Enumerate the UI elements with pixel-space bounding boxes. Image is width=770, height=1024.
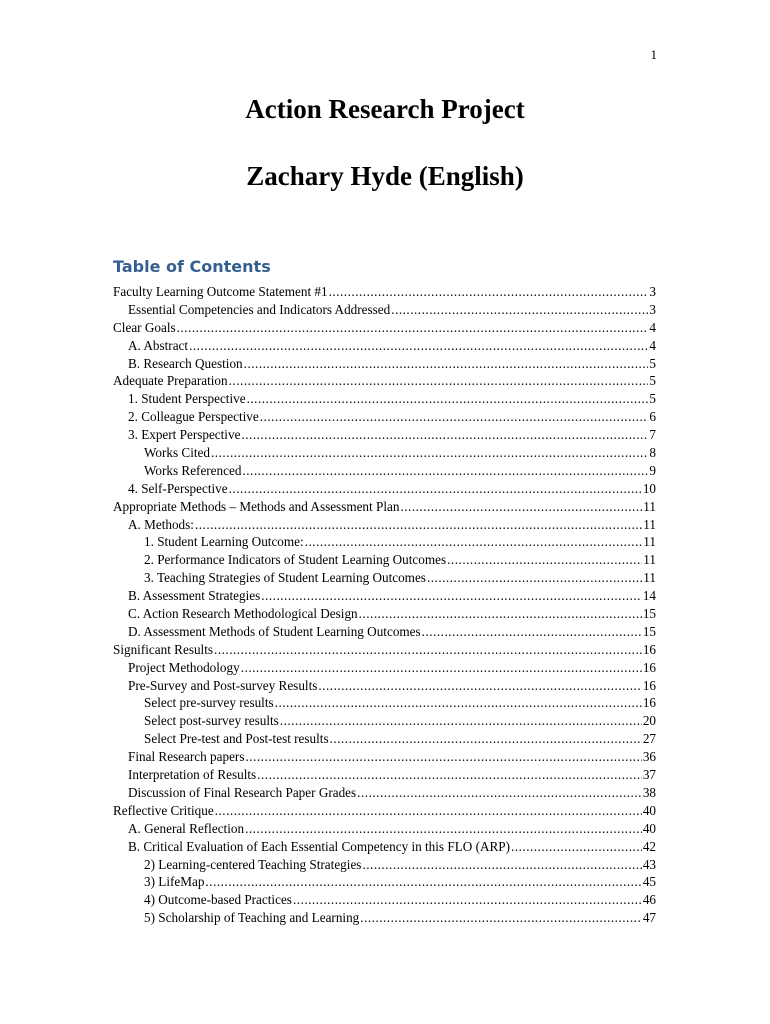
toc-entry-page: 11 xyxy=(643,552,656,568)
toc-entry-title: A. Abstract xyxy=(128,337,189,353)
toc-dot-leader xyxy=(257,766,642,784)
toc-entry[interactable] xyxy=(113,408,656,426)
toc-entry[interactable] xyxy=(113,444,656,462)
toc-entry-page: 38 xyxy=(642,784,656,800)
toc-entry-page: 14 xyxy=(642,588,656,604)
toc-entry-page: 42 xyxy=(642,838,656,854)
toc-entry[interactable] xyxy=(113,283,656,301)
toc-entry[interactable] xyxy=(113,480,656,498)
toc-entry-title: Select post-survey results xyxy=(144,713,279,729)
toc-dot-leader xyxy=(211,444,648,462)
toc-entry-page: 8 xyxy=(649,445,656,461)
toc-entry-title: Select pre-survey results xyxy=(144,695,274,711)
toc-entry[interactable] xyxy=(113,462,656,480)
toc-entry[interactable] xyxy=(113,802,656,820)
toc-dot-leader xyxy=(245,748,641,766)
toc-entry-page: 4 xyxy=(649,319,656,335)
toc-entry-page: 3 xyxy=(649,284,656,299)
toc-entry[interactable] xyxy=(113,820,656,838)
toc-dot-leader xyxy=(422,623,642,641)
toc-entry[interactable] xyxy=(113,856,656,874)
table-of-contents xyxy=(113,283,656,927)
toc-entry-title: 3. Teaching Strategies of Student Learning Outcomes xyxy=(144,570,426,586)
toc-dot-leader xyxy=(214,641,642,659)
toc-entry-page: 16 xyxy=(642,677,656,693)
toc-entry-page: 43 xyxy=(642,856,656,872)
author-line: Zachary Hyde (English) xyxy=(246,161,524,191)
toc-entry-title: Faculty Learning Outcome Statement #1 xyxy=(113,284,328,299)
toc-dot-leader xyxy=(245,820,642,838)
toc-dot-leader xyxy=(400,498,642,516)
toc-entry-title: Significant Results xyxy=(113,641,214,657)
toc-entry[interactable] xyxy=(113,605,656,623)
toc-entry-title: Clear Goals xyxy=(113,319,176,335)
toc-entry-title: Reflective Critique xyxy=(113,802,214,818)
toc-dot-leader xyxy=(244,355,649,373)
toc-entry-title: Discussion of Final Research Paper Grades xyxy=(128,784,357,800)
toc-entry-title: Final Research papers xyxy=(128,749,245,765)
toc-entry[interactable] xyxy=(113,587,656,605)
toc-entry[interactable] xyxy=(113,748,656,766)
toc-dot-leader xyxy=(241,659,642,677)
toc-entry[interactable] xyxy=(113,694,656,712)
toc-dot-leader xyxy=(241,426,648,444)
toc-entry[interactable] xyxy=(113,909,656,927)
toc-entry-title: Works Cited xyxy=(144,445,210,461)
toc-dot-leader xyxy=(260,408,649,426)
toc-entry-title: 2. Performance Indicators of Student Learning Outcomes xyxy=(144,552,447,568)
toc-dot-leader xyxy=(280,712,642,730)
toc-entry-page: 5 xyxy=(649,391,656,407)
toc-entry-page: 20 xyxy=(642,713,656,729)
toc-entry-title: 3) LifeMap xyxy=(144,874,205,890)
toc-dot-leader xyxy=(511,838,642,856)
toc-entry[interactable] xyxy=(113,784,656,802)
toc-entry[interactable] xyxy=(113,516,656,534)
toc-dot-leader xyxy=(362,856,641,874)
toc-dot-leader xyxy=(205,873,641,891)
toc-entry-title: B. Critical Evaluation of Each Essential Competency in this FLO (ARP) xyxy=(128,838,511,854)
toc-entry-page: 47 xyxy=(642,910,656,926)
toc-entry-title: Project Methodology xyxy=(128,659,240,675)
toc-entry[interactable] xyxy=(113,659,656,677)
toc-entry-title: 2) Learning-centered Teaching Strategies xyxy=(144,856,362,872)
toc-entry-page: 11 xyxy=(643,516,656,532)
toc-entry-page: 3 xyxy=(649,301,656,317)
toc-entry-page: 45 xyxy=(642,874,656,890)
toc-dot-leader xyxy=(391,301,648,319)
toc-entry[interactable] xyxy=(113,337,656,355)
toc-entry[interactable] xyxy=(113,533,656,551)
toc-entry-title: Essential Competencies and Indicators Addressed xyxy=(128,301,391,317)
toc-entry[interactable] xyxy=(113,873,656,891)
toc-entry[interactable] xyxy=(113,390,656,408)
toc-entry-title: A. Methods: xyxy=(128,516,194,532)
toc-dot-leader xyxy=(360,909,642,927)
toc-dot-leader xyxy=(189,337,648,355)
toc-entry-title: C. Action Research Methodological Design xyxy=(128,606,358,622)
toc-entry[interactable] xyxy=(113,712,656,730)
toc-dot-leader xyxy=(229,372,649,390)
toc-entry[interactable] xyxy=(113,498,656,516)
toc-entry-title: Adequate Preparation xyxy=(113,373,228,389)
toc-entry-title: 5) Scholarship of Teaching and Learning xyxy=(144,910,360,926)
toc-entry-title: A. General Reflection xyxy=(128,820,245,836)
toc-dot-leader xyxy=(305,533,643,551)
document-title: Action Research Project xyxy=(245,94,525,124)
toc-entry-title: 4) Outcome-based Practices xyxy=(144,892,292,908)
toc-entry-title: B. Assessment Strategies xyxy=(128,588,261,604)
toc-entry-title: B. Research Question xyxy=(128,355,243,371)
toc-dot-leader xyxy=(261,587,642,605)
toc-entry[interactable] xyxy=(113,891,656,909)
toc-entry-page: 37 xyxy=(642,767,656,783)
toc-dot-leader xyxy=(247,390,649,408)
toc-entry-page: 40 xyxy=(642,820,656,836)
toc-entry-title: Appropriate Methods – Methods and Assessment Plan xyxy=(113,498,400,514)
toc-entry-page: 16 xyxy=(642,695,656,711)
toc-entry-title: Works Referenced xyxy=(144,462,242,478)
toc-entry-page: 15 xyxy=(642,623,656,639)
toc-entry-title: 4. Self-Perspective xyxy=(128,480,228,496)
toc-dot-leader xyxy=(229,480,642,498)
toc-dot-leader xyxy=(215,802,642,820)
toc-entry-page: 46 xyxy=(642,892,656,908)
toc-entry[interactable] xyxy=(113,766,656,784)
toc-entry-page: 7 xyxy=(649,427,656,443)
toc-entry-title: Pre-Survey and Post-survey Results xyxy=(128,677,318,693)
toc-entry-page: 9 xyxy=(649,462,656,478)
toc-entry-page: 6 xyxy=(649,409,656,425)
toc-dot-leader xyxy=(427,569,642,587)
page-number: 1 xyxy=(650,47,657,62)
toc-entry-page: 36 xyxy=(642,749,656,765)
toc-dot-leader xyxy=(275,694,642,712)
toc-entry[interactable] xyxy=(113,355,656,373)
toc-dot-leader xyxy=(329,283,649,301)
toc-entry[interactable] xyxy=(113,301,656,319)
toc-entry[interactable] xyxy=(113,372,656,390)
toc-dot-leader xyxy=(195,516,642,534)
toc-entry-title: 2. Colleague Perspective xyxy=(128,409,259,425)
toc-entry-page: 16 xyxy=(642,659,656,675)
toc-entry-title: D. Assessment Methods of Student Learning Outcomes xyxy=(128,623,421,639)
toc-entry-page: 11 xyxy=(643,570,656,586)
toc-dot-leader xyxy=(318,677,641,695)
toc-heading: Table of Contents xyxy=(113,257,271,276)
toc-dot-leader xyxy=(357,784,642,802)
toc-entry-title: Interpretation of Results xyxy=(128,767,257,783)
toc-entry[interactable] xyxy=(113,730,656,748)
toc-entry[interactable] xyxy=(113,623,656,641)
toc-dot-leader xyxy=(242,462,648,480)
toc-entry[interactable] xyxy=(113,426,656,444)
toc-entry-page: 16 xyxy=(642,641,656,657)
toc-entry-page: 11 xyxy=(643,498,656,514)
toc-dot-leader xyxy=(330,730,642,748)
toc-entry-title: 1. Student Perspective xyxy=(128,391,246,407)
toc-entry-title: Select Pre-test and Post-test results xyxy=(144,731,329,747)
toc-entry[interactable] xyxy=(113,677,656,695)
toc-entry-page: 5 xyxy=(649,373,656,389)
toc-entry[interactable] xyxy=(113,319,656,337)
toc-entry-page: 5 xyxy=(649,355,656,371)
toc-entry-page: 10 xyxy=(642,480,656,496)
toc-dot-leader xyxy=(293,891,642,909)
toc-entry[interactable] xyxy=(113,551,656,569)
toc-entry-page: 11 xyxy=(643,534,656,550)
toc-entry-page: 4 xyxy=(649,337,656,353)
toc-entry-page: 15 xyxy=(642,606,656,622)
toc-entry[interactable] xyxy=(113,641,656,659)
toc-dot-leader xyxy=(359,605,642,623)
toc-entry-title: 3. Expert Perspective xyxy=(128,427,241,443)
toc-entry[interactable] xyxy=(113,569,656,587)
toc-dot-leader xyxy=(447,551,642,569)
toc-entry-title: 1. Student Learning Outcome: xyxy=(144,534,304,550)
toc-entry-page: 40 xyxy=(642,802,656,818)
toc-entry-page: 27 xyxy=(642,731,656,747)
toc-entry[interactable] xyxy=(113,838,656,856)
toc-dot-leader xyxy=(177,319,649,337)
